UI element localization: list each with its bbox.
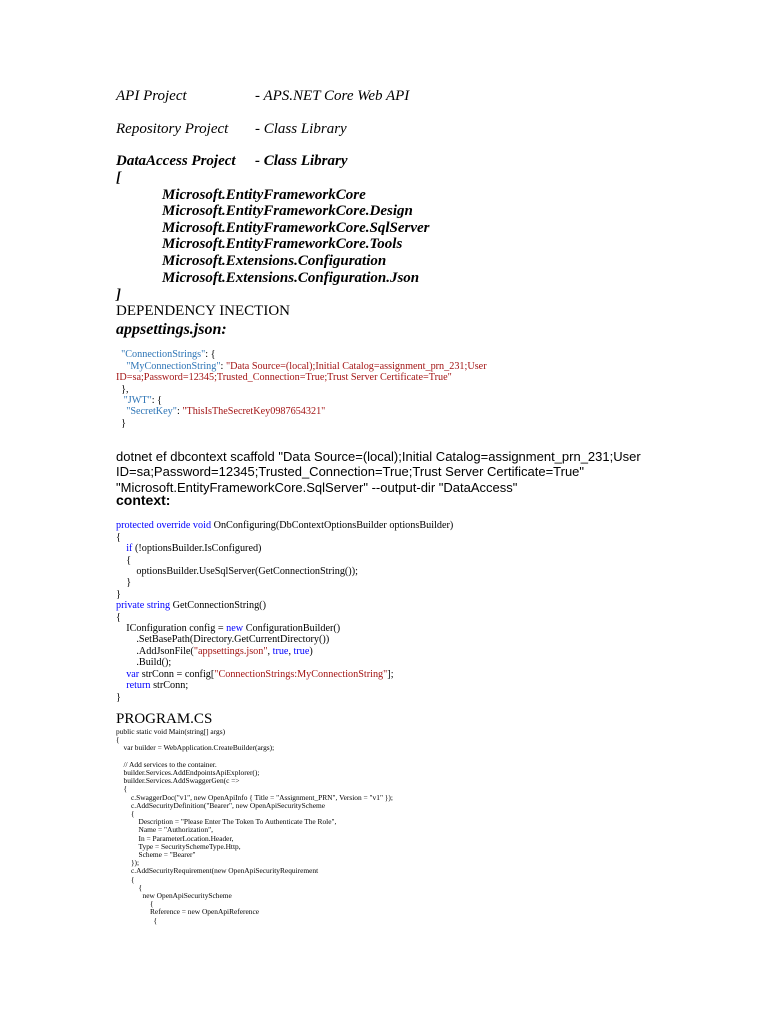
program-code-line: c.AddSecurityDefinition("Bearer", new OpenApiSecurityScheme (131, 800, 326, 810)
package-item: Microsoft.Extensions.Configuration (162, 253, 387, 269)
bracket-open: [ (116, 170, 121, 186)
program-code-line: Reference = new OpenApiReference (150, 907, 260, 917)
program-code-line: builder.Services.AddEndpointsApiExplorer(); (123, 768, 260, 777)
program-code-line: Name = "Authorization", (138, 825, 213, 835)
project-name-repository: Repository Project (116, 121, 229, 137)
program-heading: PROGRAM.CS (116, 711, 213, 727)
program-code-line: }); (131, 858, 140, 868)
project-type-repository: - Class Library (255, 121, 347, 137)
program-code-line: public static void Main(string[] args) (116, 727, 226, 736)
program-code-line: builder.Services.AddSwaggerGen(c => (123, 776, 240, 786)
program-code-line: In = ParameterLocation.Header, (138, 833, 234, 843)
appsettings-heading: appsettings.json: (116, 321, 227, 338)
project-name-api: API Project (116, 88, 187, 104)
program-code (116, 728, 393, 925)
package-item: Microsoft.EntityFrameworkCore (162, 187, 366, 203)
project-name-dataaccess: DataAccess Project (116, 153, 236, 169)
program-code-line: c.AddSecurityRequirement(new OpenApiSecurityRequirement (131, 866, 319, 876)
program-code-line: { (131, 874, 135, 884)
appsettings-code: "ConnectionStrings": { "MyConnectionString": "Data Source=(local);Initial Catalog=assignment_prn_231;User ID=sa;Password=12345;Trusted_Connection=True;Trust Server Certificate=True" }, "JWT": { "SecretKey": "ThisIsTheSecretKey0987654321" } (116, 349, 487, 429)
program-code-line: Description = "Please Enter The Token To Authenticate The Role", (138, 817, 337, 827)
di-heading: DEPENDENCY INECTION (116, 303, 291, 319)
package-item: Microsoft.EntityFrameworkCore.Tools (162, 236, 403, 252)
package-item: Microsoft.EntityFrameworkCore.Design (162, 203, 413, 219)
project-type-dataaccess: - Class Library (255, 153, 348, 169)
bracket-close: ] (116, 287, 121, 303)
program-code-line: // Add services to the container. (123, 759, 217, 769)
program-code-line: { (153, 915, 158, 925)
program-code-line: { (131, 809, 135, 819)
package-item: Microsoft.EntityFrameworkCore.SqlServer (162, 220, 430, 236)
program-code-line: { (123, 784, 128, 794)
program-code-line: Type = SecuritySchemeType.Http, (138, 841, 241, 851)
project-type-api: - APS.NET Core Web API (255, 88, 410, 104)
program-code-line: { (138, 882, 143, 892)
program-code-line: Scheme = "Bearer" (138, 850, 196, 860)
program-code-line: { (116, 735, 120, 745)
package-item: Microsoft.Extensions.Configuration.Json (162, 270, 420, 286)
program-code-line: new OpenApiSecurityScheme (142, 891, 232, 901)
program-code-line: c.SwaggerDoc("v1", new OpenApiInfo { Title = "Assignment_PRN", Version = "v1" }); (131, 792, 393, 802)
program-code-line: { (150, 899, 154, 909)
context-heading: context: (116, 492, 171, 508)
program-code-line: var builder = WebApplication.CreateBuilder(args); (123, 743, 275, 753)
scaffold-command: dotnet ef dbcontext scaffold "Data Source=(local);Initial Catalog=assignment_prn_231;User ID=sa;Password=12345;Trusted_Connection=True;Trust Server Certificate=True" "Microsoft.EntityFrameworkCore.SqlServer" --output-dir "DataAccess" (116, 448, 641, 495)
context-code: protected override void OnConfiguring(DbContextOptionsBuilder optionsBuilder) { if (!optionsBuilder.IsConfigured) { optionsBuilder.UseSqlServer(GetConnectionString()); } } private string GetConnectionString() { IConfiguration config = new ConfigurationBuilder() .SetBasePath(Directory.GetCurrentDirectory()) .AddJsonFile("appsettings.json", true, true) .Build(); var strConn = config["ConnectionStrings:MyConnectionString"]; return strConn; } (116, 520, 454, 703)
